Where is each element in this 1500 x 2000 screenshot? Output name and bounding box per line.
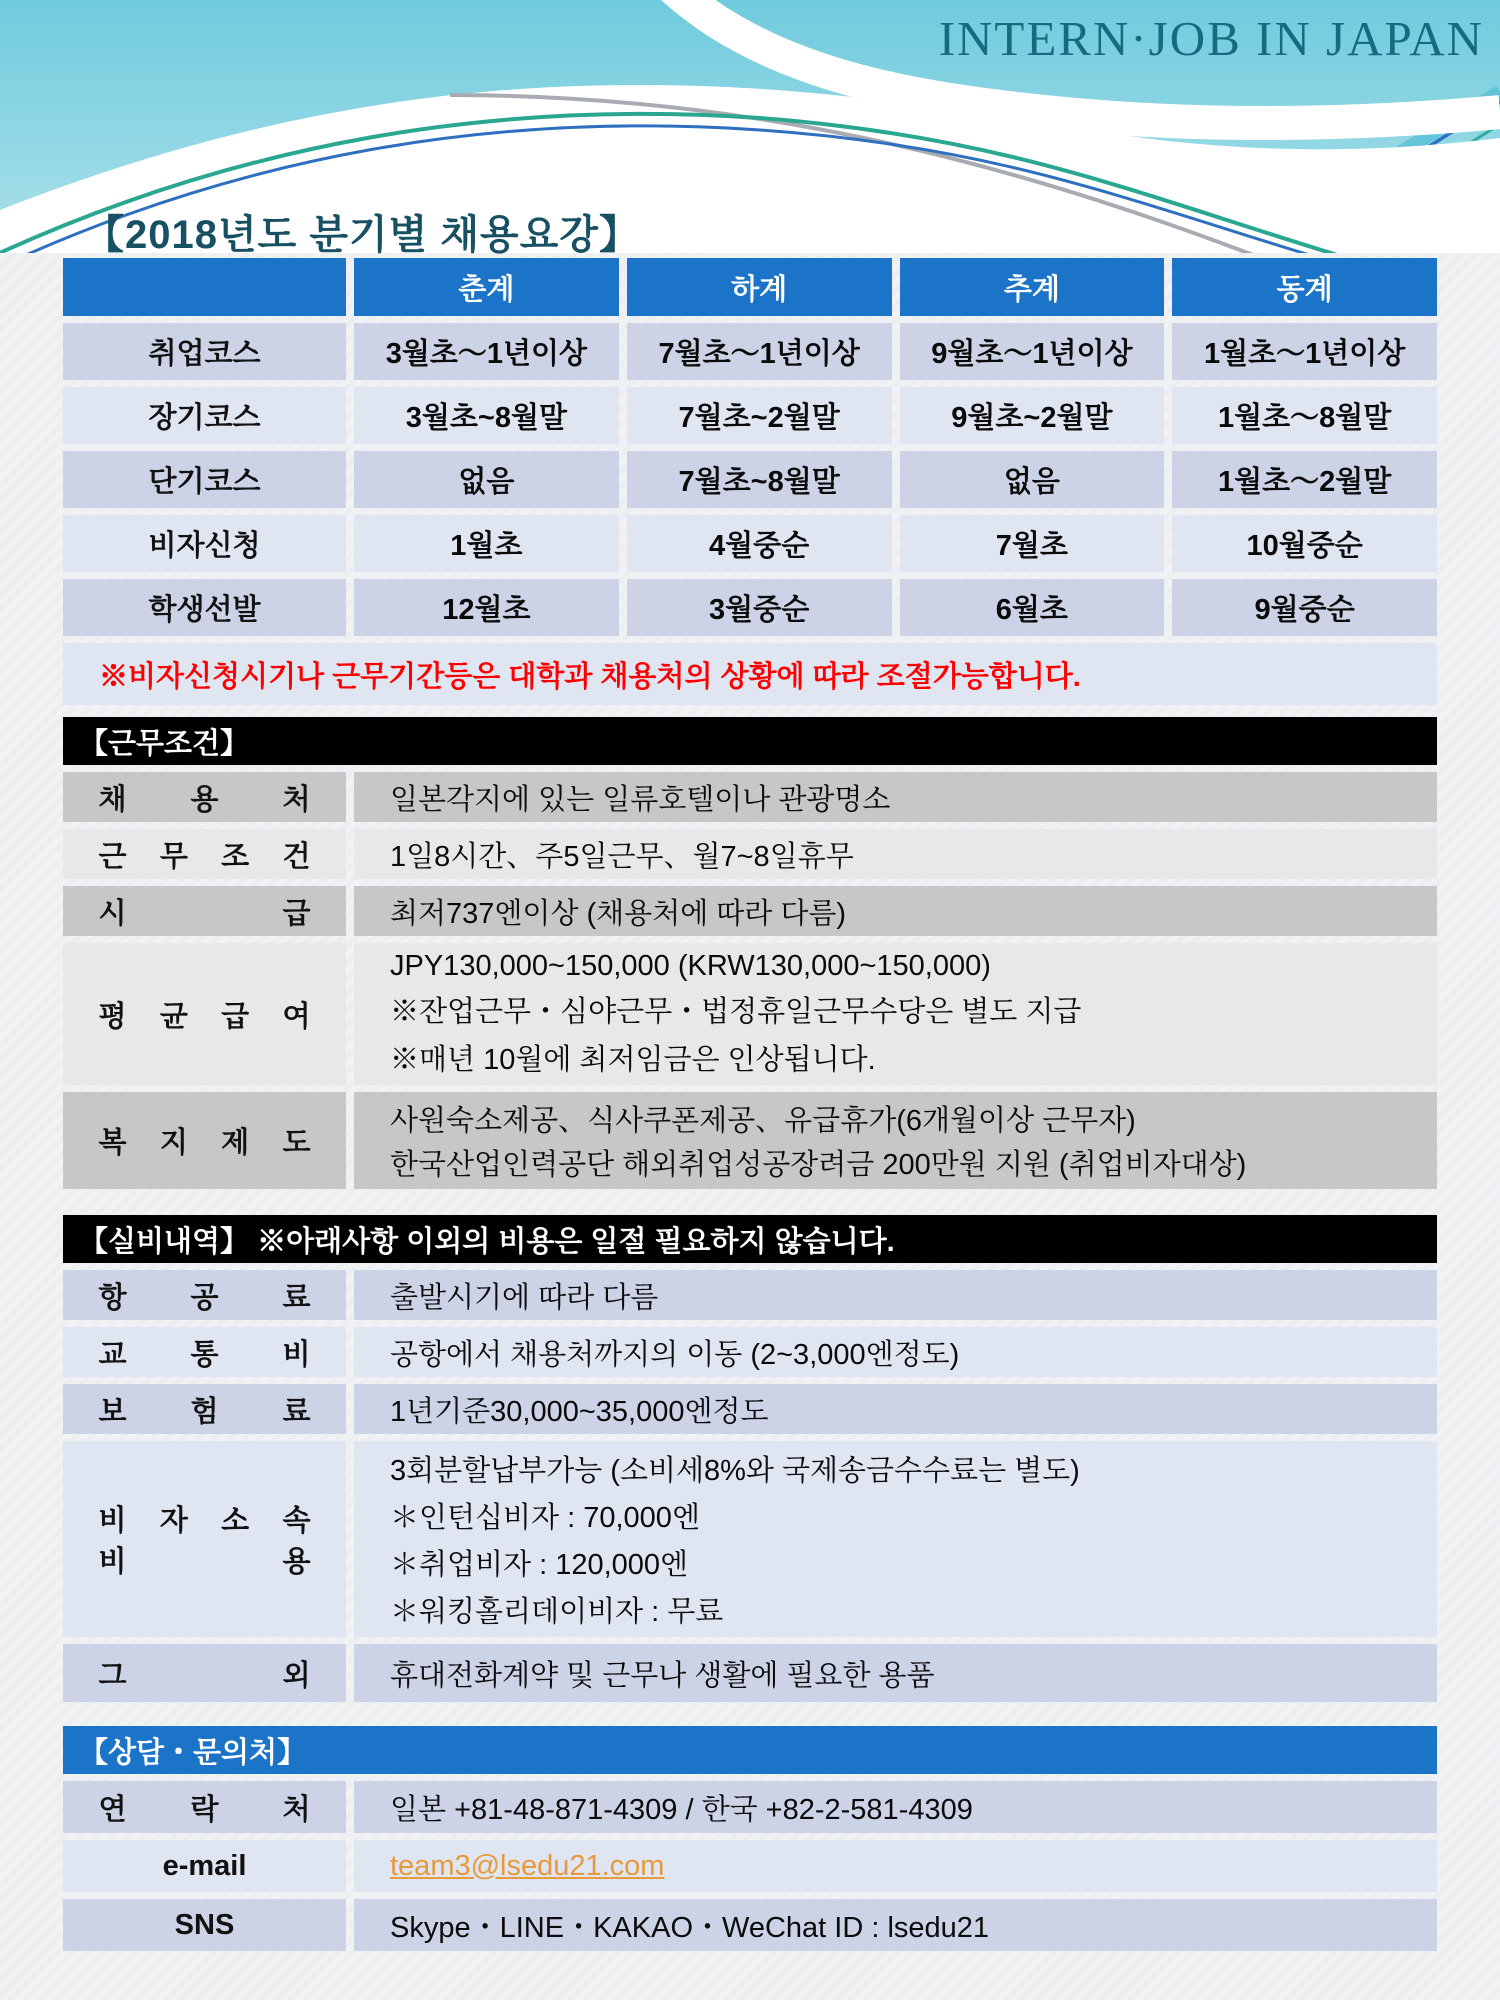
schedule-cell: 9월중순	[1172, 579, 1437, 636]
kv-label: 근 무 조 건	[63, 829, 346, 879]
schedule-cell: 9월초～1년이상	[900, 323, 1165, 380]
kv-label: 연 락 처	[63, 1781, 346, 1833]
schedule-cell: 7월초~8월말	[627, 451, 892, 508]
schedule-cell: 1월초～8월말	[1172, 387, 1437, 444]
schedule-row-label: 학생선발	[63, 579, 346, 636]
visa-line: ＊워킹홀리데이비자 : 무료	[390, 1596, 724, 1628]
schedule-cell: 없음	[900, 451, 1165, 508]
kv-label: e-mail	[63, 1840, 346, 1892]
kv-label: 시 급	[63, 886, 346, 936]
brand-logo: INTERN·JOB IN JAPAN	[938, 11, 1484, 66]
schedule-row-label: 단기코스	[63, 451, 346, 508]
costs-table	[63, 1270, 1437, 1702]
kv-value: 일본각지에 있는 일류호텔이나 관광명소	[354, 772, 1437, 822]
schedule-cell: 7월초	[900, 515, 1165, 572]
schedule-cell: 1월초	[354, 515, 619, 572]
kv-label: 보 험 료	[63, 1384, 346, 1434]
schedule-table	[63, 258, 1437, 705]
schedule-note: ※비자신청시기나 근무기간등은 대학과 채용처의 상황에 따라 조절가능합니다.	[63, 643, 1437, 705]
schedule-cell: 1월초～2월말	[1172, 451, 1437, 508]
kv-value: 공항에서 채용처까지의 이동 (2~3,000엔정도)	[354, 1327, 1437, 1377]
contact-table	[63, 1781, 1437, 1951]
kv-value-multiline	[354, 943, 1437, 1085]
contact-email-cell	[354, 1840, 1437, 1892]
kv-label: SNS	[63, 1899, 346, 1951]
welfare-line: 한국산업인력공단 해외취업성공장려금 200만원 지원 (취업비자대상)	[390, 1149, 1247, 1182]
schedule-cell: 3월초~8월말	[354, 387, 619, 444]
section-bar-work-conditions: 【근무조건】	[63, 717, 1437, 765]
kv-value-multiline	[354, 1092, 1437, 1189]
kv-label: 항 공 료	[63, 1270, 346, 1320]
schedule-cell: 3월중순	[627, 579, 892, 636]
salary-line: ※매년 10월에 최저임금은 인상됩니다.	[390, 1043, 876, 1076]
email-link[interactable]: team3@lsedu21.com	[390, 1849, 665, 1882]
schedule-col-header: 동계	[1172, 258, 1437, 316]
content	[63, 258, 1437, 1951]
schedule-cell: 12월초	[354, 579, 619, 636]
schedule-row-label: 장기코스	[63, 387, 346, 444]
visa-line: ＊인턴십비자 : 70,000엔	[390, 1502, 700, 1534]
kv-label: 평 균 급 여	[63, 943, 346, 1085]
page-title: 【2018년도 분기별 채용요강】	[84, 213, 640, 257]
section-bar-costs: 【실비내역】 ※아래사항 이외의 비용은 일절 필요하지 않습니다.	[63, 1215, 1437, 1263]
schedule-cell: 4월중순	[627, 515, 892, 572]
work-conditions-table	[63, 772, 1437, 1189]
schedule-corner-cell	[63, 258, 346, 316]
schedule-col-header: 하계	[627, 258, 892, 316]
schedule-cell: 7월초~2월말	[627, 387, 892, 444]
contact-sns-value: Skype・LINE・KAKAO・WeChat ID : lsedu21	[354, 1899, 1437, 1951]
kv-label: 그 외	[63, 1644, 346, 1702]
schedule-col-header: 추계	[900, 258, 1165, 316]
contact-phone-value: 일본 +81-48-871-4309 / 한국 +82-2-581-4309	[354, 1781, 1437, 1833]
kv-label: 복 지 제 도	[63, 1092, 346, 1189]
kv-value-multiline	[354, 1441, 1437, 1637]
schedule-cell: 10월중순	[1172, 515, 1437, 572]
kv-value: 최저737엔이상 (채용처에 따라 다름)	[354, 886, 1437, 936]
visa-line: ＊취업비자 : 120,000엔	[390, 1549, 689, 1581]
schedule-cell: 7월초～1년이상	[627, 323, 892, 380]
schedule-cell: 3월초～1년이상	[354, 323, 619, 380]
welfare-line: 사원숙소제공、식사쿠폰제공、유급휴가(6개월이상 근무자)	[390, 1104, 1136, 1137]
kv-label: 채 용 처	[63, 772, 346, 822]
schedule-row-label: 취업코스	[63, 323, 346, 380]
salary-line: ※잔업근무・심야근무・법정휴일근무수당은 별도 지급	[390, 996, 1082, 1029]
schedule-cell: 9월초~2월말	[900, 387, 1165, 444]
schedule-row-label: 비자신청	[63, 515, 346, 572]
kv-value: 1일8시간、주5일근무、월7~8일휴무	[354, 829, 1437, 879]
kv-label-visa: 비 자 소 속 비 용	[63, 1441, 346, 1637]
section-bar-contact: 【상담・문의처】	[63, 1726, 1437, 1774]
schedule-col-header: 춘계	[354, 258, 619, 316]
schedule-cell: 1월초～1년이상	[1172, 323, 1437, 380]
kv-label: 교 통 비	[63, 1327, 346, 1377]
kv-value: 출발시기에 따라 다름	[354, 1270, 1437, 1320]
schedule-cell: 없음	[354, 451, 619, 508]
kv-value: 휴대전화계약 및 근무나 생활에 필요한 용품	[354, 1644, 1437, 1702]
salary-line: JPY130,000~150,000 (KRW130,000~150,000)	[390, 950, 991, 983]
schedule-cell: 6월초	[900, 579, 1165, 636]
visa-line: 3회분할납부가능 (소비세8%와 국제송금수수료는 별도)	[390, 1455, 1080, 1487]
kv-value: 1년기준30,000~35,000엔정도	[354, 1384, 1437, 1434]
